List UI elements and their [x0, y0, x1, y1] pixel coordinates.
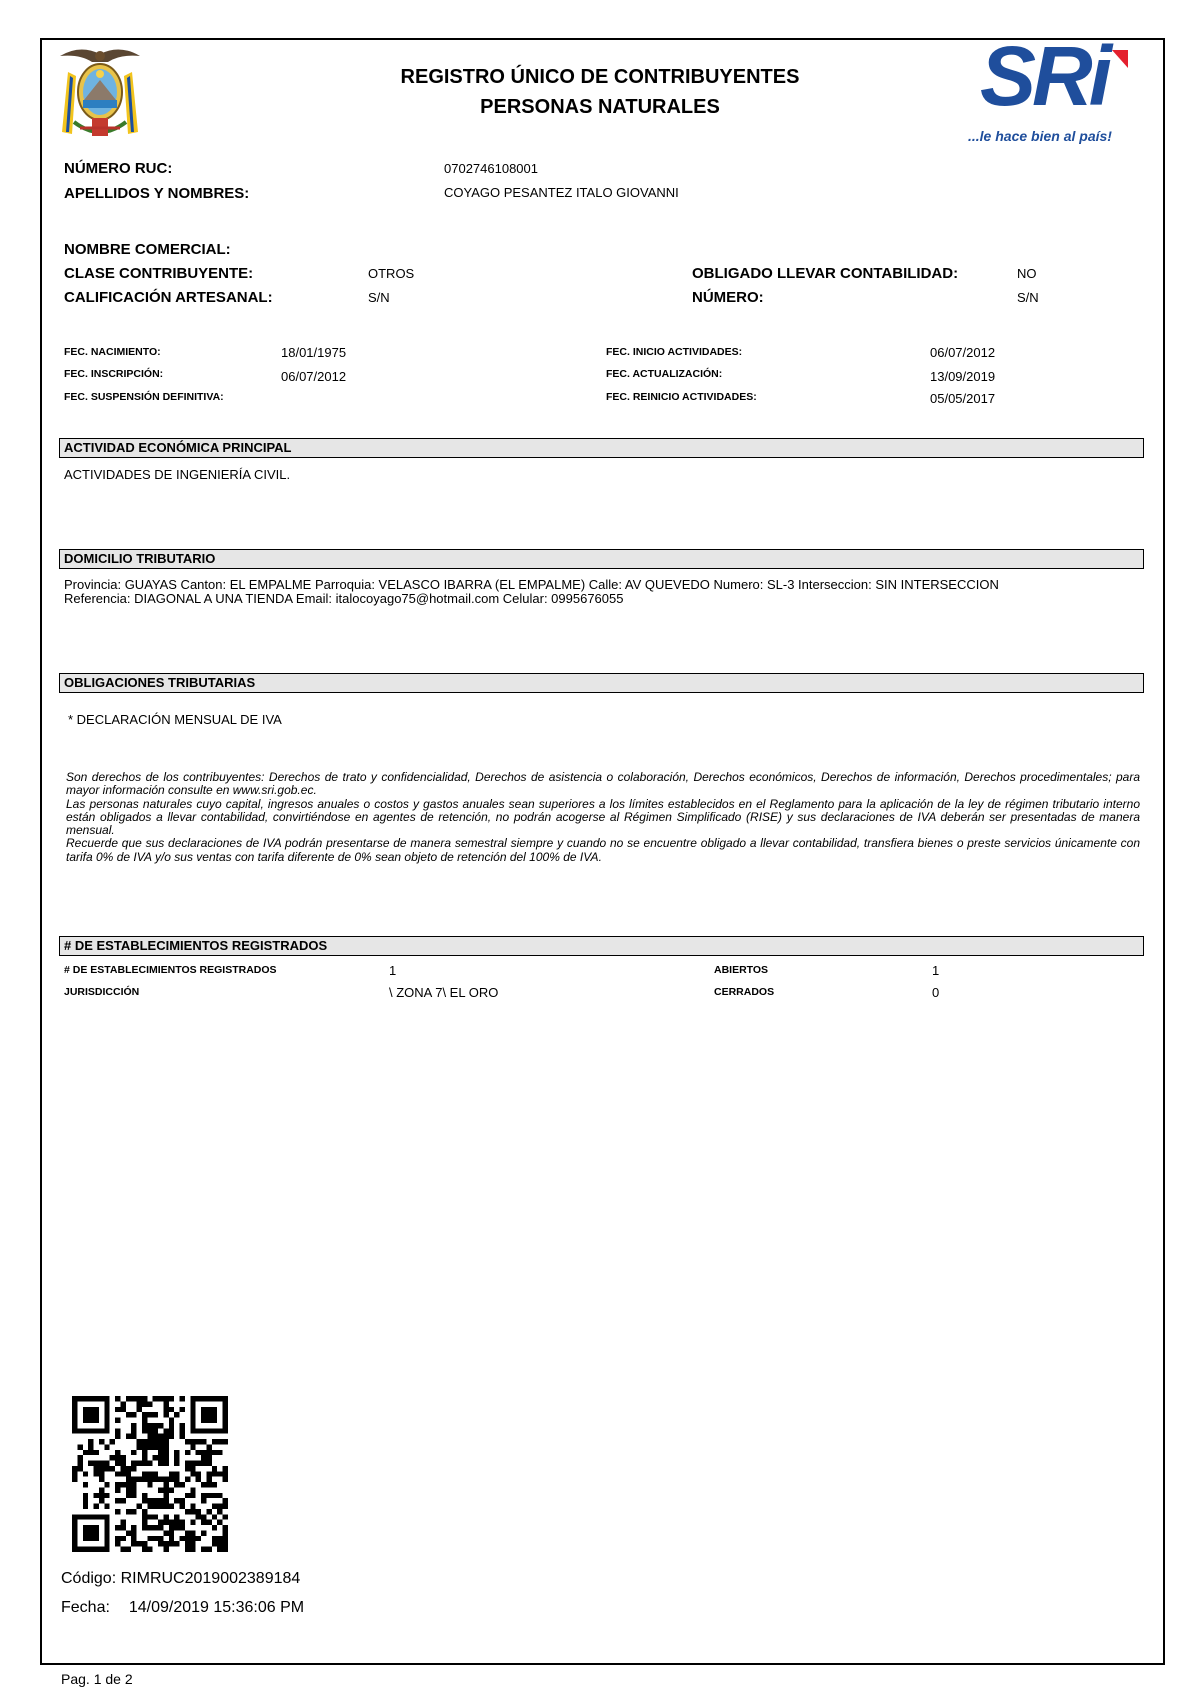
number-label: NÚMERO:	[692, 289, 764, 306]
rights-paragraph-3: Recuerde que sus declaraciones de IVA podrán presentarse de manera semestral siempre y cuando no se encuentre obligado a llevar contabilidad, transfiera bienes o preste servicios únicamente con tarifa 0% de IVA y/o sus ventas con tarifa diferente de 0% sean objeto de retención del 100% de IVA.	[66, 836, 1140, 864]
obligation-item: * DECLARACIÓN MENSUAL DE IVA	[68, 712, 282, 727]
sri-logo	[968, 29, 1136, 144]
rights-paragraph-2: Las personas naturales cuyo capital, ingresos anuales o costos y gastos anuales sean superiores a los límites establecidos en el Reglamento para la aplicación de la ley de régimen tributario interno están obligados a llevar contabilidad, convirtiéndose en agentes de retención, no podrán acogerse al Régimen Simplificado (RISE) y sus declaraciones de IVA deberán ser presentadas de manera mensual.	[66, 796, 1140, 838]
obligations-section-header: OBLIGACIONES TRIBUTARIAS	[59, 673, 1144, 693]
closed-label: CERRADOS	[714, 986, 775, 998]
rights-notice	[66, 771, 1140, 864]
birth-date-label: FEC. NACIMIENTO:	[64, 346, 161, 358]
update-date-label: FEC. ACTUALIZACIÓN:	[606, 368, 723, 380]
date-value: 14/09/2019 15:36:06 PM	[128, 1599, 305, 1616]
accounting-value: NO	[1017, 266, 1037, 281]
sri-logo-tagline: ...le hace bien al país!	[968, 128, 1112, 144]
activity-section-header: ACTIVIDAD ECONÓMICA PRINCIPAL	[59, 438, 1144, 458]
restart-date-value: 05/05/2017	[930, 391, 996, 406]
code-value: RIMRUC2019002389184	[120, 1570, 301, 1587]
document-title-line2: PERSONAS NATURALES	[480, 96, 720, 118]
jurisdiction-value: \ ZONA 7\ EL ORO	[389, 985, 499, 1000]
domicile-section-header: DOMICILIO TRIBUTARIO	[59, 549, 1144, 569]
ruc-label: NÚMERO RUC:	[64, 160, 173, 177]
establishments-section-header: # DE ESTABLECIMIENTOS REGISTRADOS	[59, 936, 1144, 956]
taxpayer-class-label: CLASE CONTRIBUYENTE:	[64, 265, 254, 282]
jurisdiction-label: JURISDICCIÓN	[64, 986, 140, 998]
inscription-date-label: FEC. INSCRIPCIÓN:	[64, 368, 164, 380]
domicile-line1: Provincia: GUAYAS Canton: EL EMPALME Parroquia: VELASCO IBARRA (EL EMPALME) Calle: AV QUEVEDO Numero: SL-3 Interseccion: SIN INTERSECCION	[64, 577, 999, 592]
page-number: Pag. 1 de 2	[61, 1671, 133, 1687]
update-date-value: 13/09/2019	[930, 369, 996, 384]
sri-logo-wordmark: SRi	[980, 29, 1109, 123]
accounting-label: OBLIGADO LLEVAR CONTABILIDAD:	[692, 265, 959, 282]
activity-text: ACTIVIDADES DE INGENIERÍA CIVIL.	[64, 467, 291, 482]
artisan-label: CALIFICACIÓN ARTESANAL:	[64, 289, 273, 306]
ruc-value: 0702746108001	[444, 161, 538, 176]
names-value: COYAGO PESANTEZ ITALO GIOVANNI	[444, 185, 679, 200]
qr-code-icon	[72, 1396, 228, 1552]
document-title-line1: REGISTRO ÚNICO DE CONTRIBUYENTES	[400, 66, 800, 88]
date-line	[61, 1599, 304, 1617]
open-value: 1	[932, 963, 940, 978]
establishments-count-label: # DE ESTABLECIMIENTOS REGISTRADOS	[64, 964, 277, 976]
rights-paragraph-1: Son derechos de los contribuyentes: Derechos de trato y confidencialidad, Derechos de asistencia o colaboración, Derechos económicos, Derechos de información, Derechos procedimentales; para mayor información consulte en www.sri.gob.ec.	[66, 770, 1140, 798]
number-value: S/N	[1017, 290, 1039, 305]
names-label: APELLIDOS Y NOMBRES:	[64, 185, 250, 202]
code-label: Código:	[61, 1570, 117, 1587]
inscription-date-value: 06/07/2012	[281, 369, 347, 384]
taxpayer-class-value: OTROS	[368, 266, 415, 281]
restart-date-label: FEC. REINICIO ACTIVIDADES:	[606, 391, 757, 403]
start-date-label: FEC. INICIO ACTIVIDADES:	[606, 346, 743, 358]
code-line	[61, 1570, 300, 1588]
suspension-date-label: FEC. SUSPENSIÓN DEFINITIVA:	[64, 391, 224, 403]
date-label: Fecha:	[61, 1599, 110, 1616]
sri-logo-accent	[1112, 50, 1128, 68]
artisan-value: S/N	[368, 290, 390, 305]
domicile-line2: Referencia: DIAGONAL A UNA TIENDA Email: italocoyago75@hotmail.com Celular: 0995676055	[64, 591, 624, 606]
closed-value: 0	[932, 985, 940, 1000]
open-label: ABIERTOS	[714, 964, 769, 976]
commercial-name-label: NOMBRE COMERCIAL:	[64, 241, 231, 258]
start-date-value: 06/07/2012	[930, 345, 996, 360]
establishments-count-value: 1	[389, 963, 397, 978]
birth-date-value: 18/01/1975	[281, 345, 347, 360]
